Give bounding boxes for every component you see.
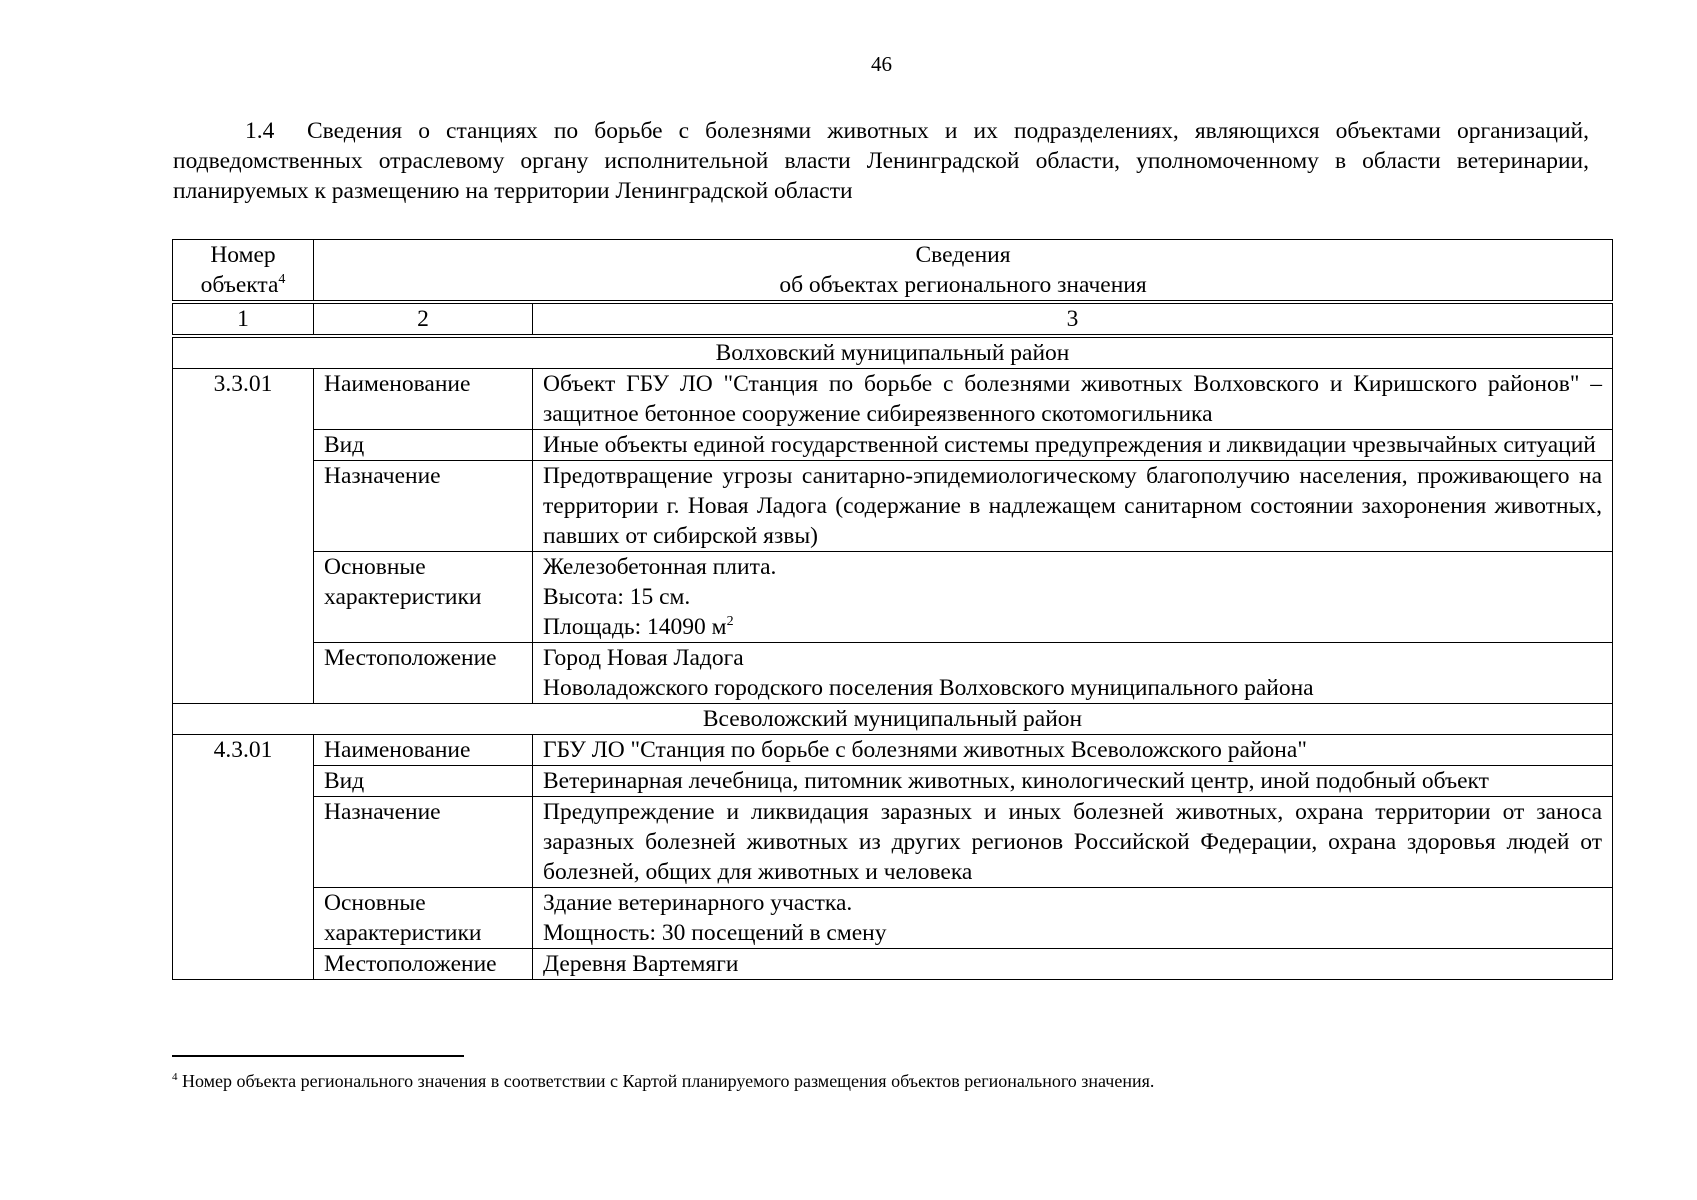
table-row: [173, 735, 1613, 766]
column-number: 1: [173, 302, 314, 336]
section-title-row: [173, 704, 1613, 735]
superscript: 2: [726, 614, 734, 630]
row-value: [533, 643, 1613, 704]
footnote-text: Номер объекта регионального значения в соответствии с Картой планируемого размещения объектов регионального значения.: [177, 1071, 1155, 1091]
table-header-row: [173, 240, 1613, 303]
row-label: Наименование: [314, 369, 533, 430]
row-label-line: Основные: [324, 554, 426, 580]
footnote-mark: 4: [278, 272, 286, 288]
row-label: Наименование: [314, 735, 533, 766]
header-info-line1: Сведения: [915, 242, 1011, 268]
header-info: [314, 240, 1613, 303]
row-value: Иные объекты единой государственной системы предупреждения и ликвидации чрезвычайных ситуаций: [533, 430, 1613, 461]
section-title: Волховский муниципальный район: [173, 336, 1613, 369]
column-number: 3: [533, 302, 1613, 336]
table-row: [173, 643, 1613, 704]
footnote-number: 4: [172, 1071, 178, 1083]
row-value: Предотвращение угрозы санитарно-эпидемиологическому благополучию населения, проживающего на территории г. Новая Ладога (содержание в надлежащем санитарном состоянии захоронения животных, павших от сибирской язвы): [533, 461, 1613, 552]
row-value: [533, 888, 1613, 949]
row-label-line: Основные: [324, 890, 426, 916]
page-number: 46: [871, 52, 892, 76]
footnote-separator: [172, 1055, 464, 1057]
header-object-number-text: Номер объекта: [200, 242, 279, 298]
objects-table-container: [172, 239, 1612, 980]
row-value-line: Железобетонная плита.: [543, 554, 777, 580]
row-value-line: Площадь: 14090 м: [543, 614, 727, 640]
table-row: [173, 552, 1613, 643]
row-label: Вид: [314, 766, 533, 797]
table-row: [173, 766, 1613, 797]
header-object-number: [173, 240, 314, 303]
object-number: 4.3.01: [173, 735, 314, 980]
row-value: [533, 552, 1613, 643]
table-row: [173, 430, 1613, 461]
table-row: [173, 949, 1613, 980]
row-label: Назначение: [314, 797, 533, 888]
row-value-line: Новоладожского городского поселения Волховского муниципального района: [543, 675, 1314, 701]
row-value: Объект ГБУ ЛО "Станция по борьбе с болезнями животных Волховского и Киришского районов" – защитное бетонное сооружение сибиреязвенного скотомогильника: [533, 369, 1613, 430]
row-label-line: характеристики: [324, 584, 482, 610]
row-value-line: Город Новая Ладога: [543, 645, 744, 671]
row-label: Местоположение: [314, 643, 533, 704]
row-value: Предупреждение и ликвидация заразных и иных болезней животных, охрана территории от заноса заразных болезней животных из других регионов Российской Федерации, охрана здоровья людей от болезней, общих для животных и человека: [533, 797, 1613, 888]
row-value: ГБУ ЛО "Станция по борьбе с болезнями животных Всеволожского района": [533, 735, 1613, 766]
row-label: Вид: [314, 430, 533, 461]
column-number: 2: [314, 302, 533, 336]
row-value-line: Высота: 15 см.: [543, 584, 691, 610]
row-value-line: Здание ветеринарного участка.: [543, 890, 853, 916]
header-info-line2: об объектах регионального значения: [779, 272, 1147, 298]
table-row: [173, 888, 1613, 949]
table-row: [173, 797, 1613, 888]
row-label: [314, 552, 533, 643]
objects-table: [172, 239, 1613, 980]
section-heading: [173, 116, 1589, 206]
section-heading-text: Сведения о станциях по борьбе с болезнями животных и их подразделениях, являющихся объектами организаций, подведомственных отраслевому органу исполнительной власти Ленинградской области, уполномоченному в области ветеринарии, планируемых к размещению на территории Ленинградской области: [173, 118, 1589, 204]
section-number: 1.4: [245, 118, 275, 144]
column-numbers-row: [173, 302, 1613, 336]
section-title: Всеволожский муниципальный район: [173, 704, 1613, 735]
footnote: [172, 1069, 1592, 1093]
row-value: Деревня Вартемяги: [533, 949, 1613, 980]
section-title-row: [173, 336, 1613, 369]
table-row: [173, 461, 1613, 552]
row-value-line: Мощность: 30 посещений в смену: [543, 920, 887, 946]
row-label: Назначение: [314, 461, 533, 552]
table-row: [173, 369, 1613, 430]
object-number: 3.3.01: [173, 369, 314, 704]
row-value: Ветеринарная лечебница, питомник животных, кинологический центр, иной подобный объект: [533, 766, 1613, 797]
row-label: Местоположение: [314, 949, 533, 980]
row-label-line: характеристики: [324, 920, 482, 946]
row-label: [314, 888, 533, 949]
